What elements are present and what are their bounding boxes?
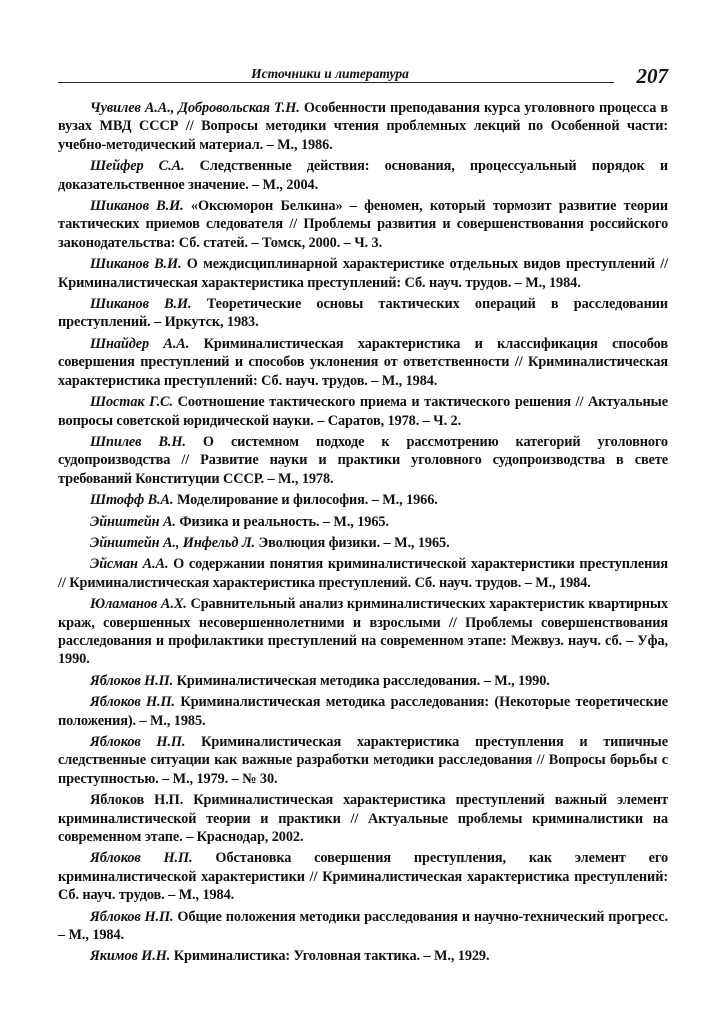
page-header [58,62,668,90]
reference-entry [58,255,668,292]
reference-author: Шиканов В.И. [90,296,192,313]
reference-author: Чувилев А.А., Добровольская Т.Н. [90,100,300,116]
reference-author: Шиканов В.И. [90,198,184,215]
reference-entry [58,197,668,252]
reference-entry [58,672,668,690]
reference-entry [58,733,668,788]
reference-author: Шейфер С.А. [90,158,185,175]
reference-author: Юламанов А.Х. [90,596,187,613]
reference-text: Общие положения методики расследования и научно-технический прогресс. – М., 1984. [58,908,668,944]
reference-entry [58,513,668,531]
reference-author: Шнайдер А.А. [90,335,190,352]
reference-text: Сравнительный анализ криминалистических характеристик квартирных краж, совершенных несовершеннолетними и взрослыми // Проблемы совершенствования расследования и профилактики преступлений на современном этапе: Межвуз. науч. сб. – Уфа, 1990. [58,596,669,668]
reference-text: Теоретические основы тактических операций в расследовании преступлений. – Иркутск, 1983. [58,296,668,331]
reference-author: Шостак Г.С. [90,394,173,411]
reference-entry [58,393,668,430]
reference-text: Физика и реальность. – М., 1965. [179,513,389,530]
reference-author: Шиканов В.И. [90,256,182,273]
reference-text: Криминалистическая характеристика преступления и типичные следственные ситуации как важные разработки методики расследования // Вопросы борьбы с преступностью. – М., 1979. – № 30. [58,734,668,787]
reference-author: Штофф В.А. [90,492,174,509]
reference-text: Особенности преподавания курса уголовного процесса в вузах МВД СССР // Вопросы методики чтения проблемных лекций по Особенной части: учебно-методический материал. – М., 1986. [58,100,668,153]
reference-author: Эйнштейн А., Инфельд Л. [90,534,256,551]
reference-entry [58,157,668,194]
reference-author: Яблоков Н.П. [90,734,186,750]
reference-author: Яблоков Н.П. [90,672,174,689]
reference-text: Эволюция физики. – М., 1965. [258,534,450,551]
reference-entry [58,908,668,945]
reference-text: Моделирование и философия. – М., 1966. [176,492,438,509]
reference-entry [58,849,668,904]
reference-text: Криминалистическая методика расследования. – М., 1990. [176,672,550,689]
reference-entry [58,491,668,509]
reference-text: Криминалистическая характеристика и классификация способов совершения преступлений и способов уклонения от ответственности // Криминалистическая характеристика преступлений: Сб. науч. трудов. – М., 1984. [58,335,668,389]
reference-text: Соотношение тактического приема и тактического решения // Актуальные вопросы советской юридической науки. – Саратов, 1978. – Ч. 2. [58,394,668,429]
reference-author: Яблоков Н.П. [90,850,193,867]
reference-author: Эйсман А.А. [90,556,169,573]
reference-author: Якимов И.Н. [90,948,171,965]
reference-entry [58,791,668,846]
reference-entry [58,693,668,730]
reference-entry [58,595,668,669]
reference-text: Криминалистическая методика расследования: (Некоторые теоретические положения). – М., 1985. [58,694,669,729]
reference-author: Яблоков Н.П. [90,908,174,925]
reference-entry [58,335,668,390]
reference-entry [58,433,668,488]
reference-text: Яблоков Н.П. Криминалистическая характеристика преступлений важный элемент криминалистической теории и практики // Актуальные проблемы криминалистики на современном этапе. – Краснодар, 2002. [58,792,668,846]
reference-entry [58,947,668,965]
reference-text: Обстановка совершения преступления, как элемент его криминалистической характеристики // Криминалистическая характеристика преступлений: Сб. науч. трудов. – М., 1984. [58,850,668,904]
reference-text: О системном подходе к рассмотрению категорий уголовного судопроизводства // Развитие науки и практики уголовного судопроизводства в свете требований Конституции СССР. – М., 1978. [58,433,668,487]
reference-text: Криминалистика: Уголовная тактика. – М., 1929. [173,948,490,965]
reference-author: Яблоков Н.П. [90,694,176,711]
reference-entry [58,555,668,592]
reference-list [58,99,668,969]
reference-text: О междисциплинарной характеристике отдельных видов преступлений // Криминалистическая характеристика преступлений: Сб. науч. трудов. – М., 1984. [58,256,668,291]
reference-entry [58,99,668,154]
running-title: Источники и литература [251,66,409,81]
page-number: 207 [636,64,668,88]
reference-author: Эйнштейн А. [90,513,176,530]
reference-entry [58,295,668,332]
reference-text: «Оксюморон Белкина» – феномен, который тормозит развитие теории тактических приемов следователя // Проблемы развития и совершенствования российского законодательства: Сб. статей. – Томск, 2000. – Ч. 3. [58,198,669,251]
reference-text: О содержании понятия криминалистической характеристики преступления // Криминалистическая характеристика преступлений. Сб. науч. трудов. – М., 1984. [58,556,668,591]
header-rule [58,82,614,83]
reference-entry [58,534,668,552]
reference-author: Шпилев В.Н. [90,433,186,450]
reference-text: Следственные действия: основания, процессуальный порядок и доказательственное значение. – М., 2004. [58,158,668,193]
